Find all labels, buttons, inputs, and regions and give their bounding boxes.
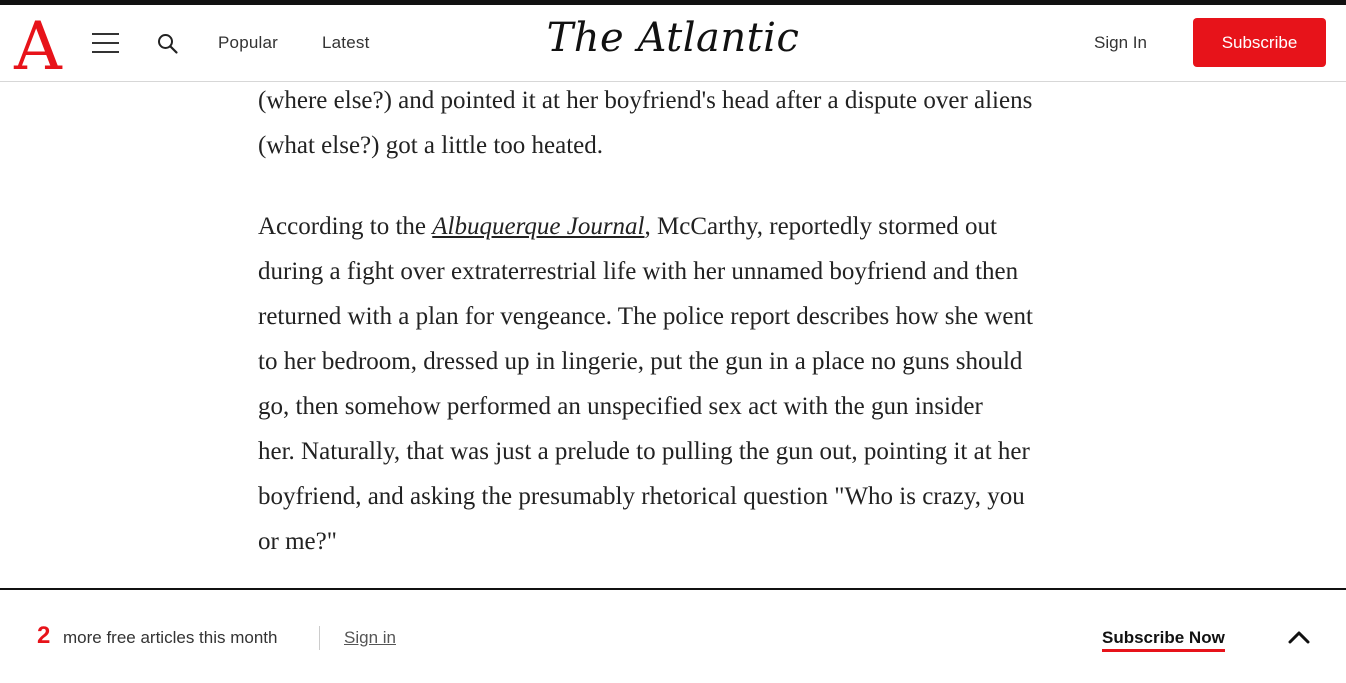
- text-line: boyfriend, and asking the presumably rhetorical question "Who is crazy, you: [258, 483, 1025, 510]
- text-line: to her bedroom, dressed up in lingerie, put the gun in a place no guns should: [258, 348, 1023, 375]
- sign-in-link[interactable]: Sign In: [1094, 33, 1147, 52]
- text-line: during a fight over extraterrestrial life with her unnamed boyfriend and then: [258, 258, 1019, 285]
- text-line: According to the: [258, 213, 433, 240]
- free-article-count: 2: [37, 622, 51, 649]
- free-articles-text: more free articles this month: [63, 628, 278, 647]
- site-wordmark[interactable]: The Atlantic: [546, 15, 800, 61]
- atlantic-logo[interactable]: [14, 8, 62, 85]
- paywall-footer: [0, 588, 1346, 683]
- nav-latest[interactable]: Latest: [322, 33, 370, 52]
- search-icon[interactable]: [156, 32, 180, 56]
- nav-popular[interactable]: Popular: [218, 33, 278, 52]
- albuquerque-journal-link[interactable]: Albuquerque Journal: [432, 213, 645, 240]
- footer-sign-in-link[interactable]: Sign in: [344, 628, 396, 647]
- subscribe-now-link[interactable]: Subscribe Now: [1102, 628, 1225, 652]
- text-line: (what else?) got a little too heated.: [258, 132, 604, 159]
- text-line: or me?": [258, 528, 337, 555]
- text-line: , McCarthy, reportedly stormed out: [644, 213, 997, 240]
- paragraph: [258, 78, 1098, 168]
- menu-icon[interactable]: [92, 33, 119, 53]
- logo-letter: A: [14, 8, 62, 85]
- site-header: [0, 5, 1346, 85]
- divider: [319, 626, 320, 650]
- chevron-up-icon[interactable]: [1288, 630, 1310, 644]
- subscribe-button[interactable]: Subscribe: [1193, 18, 1326, 67]
- paragraph: [258, 204, 1098, 564]
- text-line: (where else?) and pointed it at her boyfriend's head after a dispute over aliens: [258, 87, 1033, 114]
- text-line: go, then somehow performed an unspecified sex act with the gun insider: [258, 393, 983, 420]
- text-line: her. Naturally, that was just a prelude to pulling the gun out, pointing it at her: [258, 438, 1030, 465]
- text-line: returned with a plan for vengeance. The police report describes how she went: [258, 303, 1033, 330]
